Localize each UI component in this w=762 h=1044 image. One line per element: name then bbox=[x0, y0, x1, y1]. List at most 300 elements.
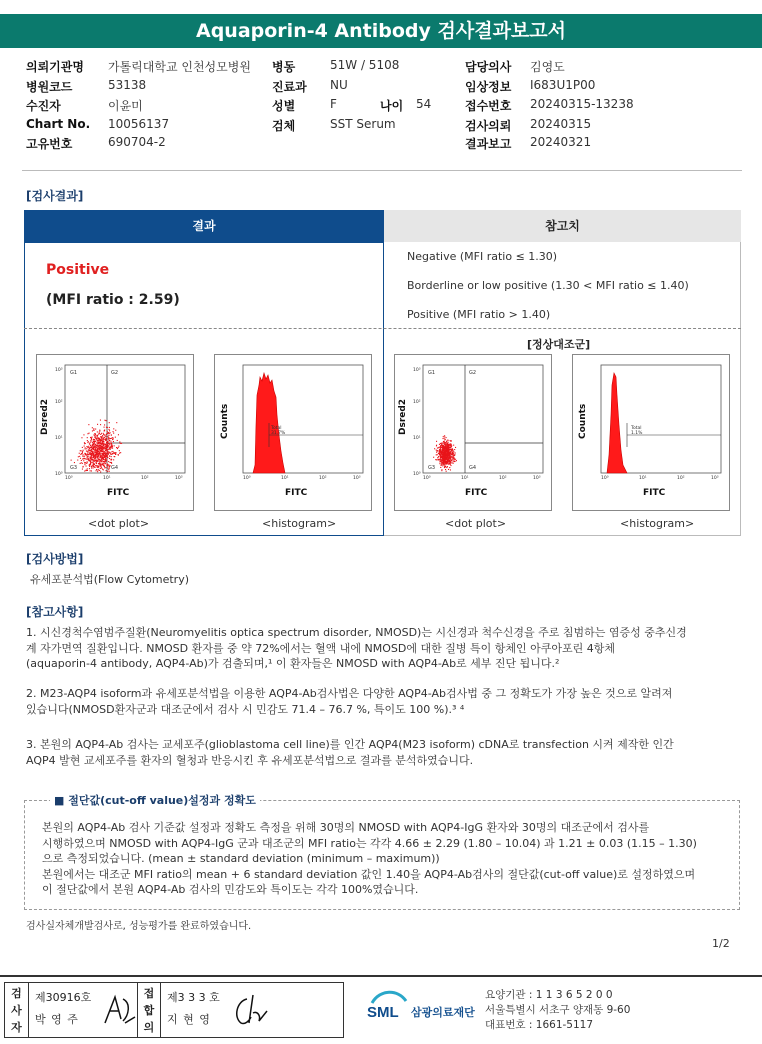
dot-x-label: FITC bbox=[107, 488, 130, 498]
hospital-code-label: 병원코드 bbox=[26, 80, 73, 94]
scatter-point bbox=[100, 446, 101, 447]
scatter-point bbox=[113, 438, 114, 439]
scatter-point bbox=[447, 462, 448, 463]
scatter-point bbox=[444, 443, 445, 444]
scatter-point bbox=[95, 454, 96, 455]
scatter-point bbox=[439, 461, 440, 462]
scatter-point bbox=[454, 461, 455, 462]
control-label: [정상대조군] bbox=[527, 338, 591, 351]
scatter-point bbox=[96, 469, 97, 470]
scatter-point bbox=[113, 433, 114, 434]
scatter-point bbox=[93, 454, 94, 455]
scatter-point bbox=[85, 448, 86, 449]
scatter-point bbox=[97, 471, 98, 472]
scatter-point bbox=[97, 458, 98, 459]
reviewer-vertical-label: 접 합 의 bbox=[137, 983, 161, 1037]
hist-x-label: FITC bbox=[643, 488, 666, 498]
scatter-point bbox=[100, 447, 101, 448]
examiner-signature bbox=[101, 989, 137, 1031]
doctor-value: 김영도 bbox=[530, 60, 565, 74]
scatter-point bbox=[109, 438, 110, 439]
scatter-point bbox=[443, 463, 444, 464]
footnote: 검사실자체개발검사로, 성능평가를 완료하였습니다. bbox=[26, 921, 252, 932]
scatter-point bbox=[106, 460, 107, 461]
control-hist-pct: 1.1% bbox=[631, 431, 643, 436]
scatter-point bbox=[439, 463, 440, 464]
scatter-point bbox=[443, 438, 444, 439]
scatter-point bbox=[444, 452, 445, 453]
cutoff-text: 본원의 AQP4-Ab 검사 기준값 설정과 정확도 측정을 위해 30명의 NMOSD with AQP4-IgG 환자와 30명의 대조군에서 검사를 시행하였으며 NMOSD with AQP4-IgG 군과 대조군의 MFI ratio는 각각 4.66 ± 2.29 (1.80 – 10.04) 과 1.21 ± 0.03 (1.15 – 1.30) 으로 측정되었습니다. (mean ± standard deviation (minimum – maximum)) 본원에서는 대조군 MFI ratio의 mean + 6 standard deviation 값인 1.40을 AQP4-Ab검사의 절단값(cut-off value)로 설정하였으며 이 절단값에서 본원 AQP4-Ab 검사의 민감도와 특이도는 각각 100%였습니다. bbox=[42, 821, 697, 896]
scatter-point bbox=[102, 436, 103, 437]
scatter-point bbox=[108, 432, 109, 433]
scatter-point bbox=[87, 437, 88, 438]
scatter-point bbox=[100, 436, 101, 437]
scatter-point bbox=[84, 446, 85, 447]
scatter-point bbox=[115, 453, 116, 454]
scatter-point bbox=[105, 449, 106, 450]
scatter-point bbox=[118, 446, 119, 447]
scatter-point bbox=[71, 460, 72, 461]
scatter-point bbox=[447, 466, 448, 467]
scatter-point bbox=[97, 437, 98, 438]
reviewer-license: 제3 3 3 호 bbox=[167, 991, 220, 1004]
scatter-point bbox=[446, 437, 447, 438]
scatter-point bbox=[109, 422, 110, 423]
scatter-point bbox=[92, 445, 93, 446]
scatter-point bbox=[93, 449, 94, 450]
scatter-point bbox=[92, 437, 93, 438]
scatter-point bbox=[115, 430, 116, 431]
scatter-point bbox=[87, 457, 88, 458]
scatter-point bbox=[84, 471, 85, 472]
scatter-point bbox=[118, 455, 119, 456]
scatter-point bbox=[110, 449, 111, 450]
scatter-point bbox=[452, 453, 453, 454]
scatter-point bbox=[111, 438, 112, 439]
scatter-point bbox=[110, 453, 111, 454]
scatter-point bbox=[90, 440, 91, 441]
scatter-point bbox=[454, 458, 455, 459]
scatter-point bbox=[90, 445, 91, 446]
scatter-point bbox=[91, 466, 92, 467]
scatter-point bbox=[444, 457, 445, 458]
scatter-point bbox=[110, 448, 111, 449]
y-tick: 10¹ bbox=[413, 436, 421, 441]
scatter-point bbox=[95, 446, 96, 447]
scatter-point bbox=[89, 459, 90, 460]
unique-label: 고유번호 bbox=[26, 137, 73, 151]
scatter-point bbox=[448, 445, 449, 446]
scatter-point bbox=[100, 465, 101, 466]
scatter-point bbox=[443, 452, 444, 453]
scatter-point bbox=[111, 462, 112, 463]
x-tick: 10⁰ bbox=[65, 476, 73, 481]
sex-label: 성별 bbox=[272, 99, 296, 113]
scatter-point bbox=[106, 434, 107, 435]
scatter-point bbox=[443, 445, 444, 446]
scatter-point bbox=[87, 433, 88, 434]
reference-header: 참고치 bbox=[384, 210, 741, 242]
scatter-point bbox=[437, 450, 438, 451]
gate-g3-label: G3 bbox=[70, 465, 78, 471]
scatter-point bbox=[88, 441, 89, 442]
scatter-point bbox=[450, 456, 451, 457]
signature-box bbox=[4, 982, 344, 1038]
scatter-point bbox=[99, 447, 100, 448]
scatter-point bbox=[82, 452, 83, 453]
scatter-point bbox=[95, 449, 96, 450]
scatter-point bbox=[450, 444, 451, 445]
scatter-point bbox=[455, 461, 456, 462]
scatter-point bbox=[87, 462, 88, 463]
scatter-point bbox=[102, 447, 103, 448]
scatter-point bbox=[118, 447, 119, 448]
scatter-point bbox=[444, 454, 445, 455]
company-name: 삼광의료재단 bbox=[411, 1006, 475, 1019]
scatter-point bbox=[450, 447, 451, 448]
scatter-point bbox=[83, 458, 84, 459]
scatter-point bbox=[106, 427, 107, 428]
scatter-point bbox=[99, 454, 100, 455]
scatter-point bbox=[80, 463, 81, 464]
gate-g1-label: G1 bbox=[70, 370, 78, 376]
scatter-point bbox=[102, 451, 103, 452]
scatter-point bbox=[437, 448, 438, 449]
scatter-point bbox=[444, 448, 445, 449]
scatter-point bbox=[89, 466, 90, 467]
scatter-point bbox=[96, 453, 97, 454]
scatter-point bbox=[445, 458, 446, 459]
scatter-point bbox=[93, 453, 94, 454]
scatter-point bbox=[100, 471, 101, 472]
scatter-point bbox=[446, 449, 447, 450]
scatter-point bbox=[455, 447, 456, 448]
scatter-point bbox=[99, 430, 100, 431]
report-title: Aquaporin-4 Antibody 검사결과보고서 bbox=[0, 14, 762, 48]
scatter-point bbox=[107, 464, 108, 465]
scatter-point bbox=[450, 455, 451, 456]
scatter-point bbox=[450, 445, 451, 446]
scatter-point bbox=[90, 442, 91, 443]
scatter-point bbox=[448, 458, 449, 459]
company-phone: 대표번호 : 1661-5117 bbox=[485, 1019, 594, 1031]
scatter-point bbox=[104, 467, 105, 468]
scatter-point bbox=[117, 448, 118, 449]
scatter-point bbox=[77, 460, 78, 461]
scatter-point bbox=[105, 467, 106, 468]
patient-hist-caption: <histogram> bbox=[262, 517, 337, 530]
scatter-point bbox=[443, 457, 444, 458]
scatter-point bbox=[118, 434, 119, 435]
chart-value: 10056137 bbox=[108, 117, 170, 131]
scatter-point bbox=[107, 431, 108, 432]
control-histogram bbox=[572, 354, 730, 511]
scatter-point bbox=[103, 463, 104, 464]
scatter-point bbox=[108, 436, 109, 437]
scatter-point bbox=[447, 463, 448, 464]
hist-y-label: Counts bbox=[220, 403, 230, 439]
scatter-point bbox=[82, 456, 83, 457]
scatter-point bbox=[107, 451, 108, 452]
scatter-point bbox=[116, 422, 117, 423]
scatter-point bbox=[92, 462, 93, 463]
scatter-point bbox=[74, 462, 75, 463]
scatter-point bbox=[108, 469, 109, 470]
x-tick: 10³ bbox=[711, 476, 719, 481]
scatter-point bbox=[89, 468, 90, 469]
scatter-point bbox=[92, 459, 93, 460]
cutoff-title: ■ 절단값(cut-off value)설정과 정확도 bbox=[50, 792, 260, 808]
scatter-point bbox=[105, 450, 106, 451]
request-value: 20240315 bbox=[530, 117, 592, 131]
scatter-point bbox=[107, 449, 108, 450]
scatter-point bbox=[443, 446, 444, 447]
scatter-point bbox=[453, 461, 454, 462]
scatter-point bbox=[98, 454, 99, 455]
scatter-point bbox=[82, 469, 83, 470]
hist-x-label: FITC bbox=[285, 488, 308, 498]
scatter-point bbox=[444, 463, 445, 464]
scatter-point bbox=[454, 449, 455, 450]
ref-borderline: Borderline or low positive (1.30 < MFI ratio ≤ 1.40) bbox=[407, 279, 689, 292]
scatter-point bbox=[115, 437, 116, 438]
scatter-point bbox=[448, 464, 449, 465]
scatter-point bbox=[105, 463, 106, 464]
scatter-point bbox=[445, 439, 446, 440]
scatter-point bbox=[100, 434, 101, 435]
scatter-point bbox=[450, 451, 451, 452]
scatter-point bbox=[447, 456, 448, 457]
scatter-point bbox=[442, 443, 443, 444]
scatter-point bbox=[108, 449, 109, 450]
scatter-point bbox=[81, 462, 82, 463]
scatter-point bbox=[101, 444, 102, 445]
scatter-point bbox=[80, 458, 81, 459]
scatter-point bbox=[84, 464, 85, 465]
scatter-point bbox=[101, 458, 102, 459]
scatter-point bbox=[102, 441, 103, 442]
scatter-point bbox=[451, 446, 452, 447]
scatter-point bbox=[446, 467, 447, 468]
scatter-point bbox=[93, 463, 94, 464]
x-tick: 10⁰ bbox=[243, 476, 251, 481]
scatter-point bbox=[97, 456, 98, 457]
scatter-point bbox=[441, 443, 442, 444]
scatter-point bbox=[109, 433, 110, 434]
scatter-point bbox=[87, 458, 88, 459]
dot-y-label: Dsred2 bbox=[398, 398, 408, 435]
scatter-point bbox=[94, 437, 95, 438]
scatter-point bbox=[103, 461, 104, 462]
scatter-point bbox=[95, 445, 96, 446]
scatter-point bbox=[103, 464, 104, 465]
notes-title: [참고사항] bbox=[26, 605, 84, 619]
scatter-point bbox=[446, 452, 447, 453]
scatter-point bbox=[88, 446, 89, 447]
scatter-point bbox=[112, 437, 113, 438]
scatter-point bbox=[89, 453, 90, 454]
scatter-point bbox=[104, 437, 105, 438]
scatter-point bbox=[97, 467, 98, 468]
scatter-point bbox=[97, 448, 98, 449]
dept-label: 진료과 bbox=[272, 80, 307, 94]
scatter-point bbox=[93, 457, 94, 458]
scatter-point bbox=[436, 445, 437, 446]
scatter-point bbox=[109, 440, 110, 441]
scatter-point bbox=[435, 459, 436, 460]
scatter-point bbox=[85, 470, 86, 471]
scatter-point bbox=[86, 448, 87, 449]
scatter-point bbox=[440, 451, 441, 452]
scatter-point bbox=[442, 449, 443, 450]
scatter-point bbox=[121, 443, 122, 444]
scatter-point bbox=[99, 457, 100, 458]
scatter-point bbox=[79, 456, 80, 457]
scatter-point bbox=[448, 452, 449, 453]
y-tick: 10¹ bbox=[55, 436, 63, 441]
scatter-point bbox=[87, 470, 88, 471]
scatter-point bbox=[84, 462, 85, 463]
scatter-point bbox=[109, 427, 110, 428]
scatter-point bbox=[447, 443, 448, 444]
scatter-point bbox=[449, 467, 450, 468]
scatter-point bbox=[97, 470, 98, 471]
scatter-point bbox=[452, 459, 453, 460]
scatter-point bbox=[113, 453, 114, 454]
examiner-license: 제30916호 bbox=[35, 991, 92, 1004]
scatter-point bbox=[105, 439, 106, 440]
scatter-point bbox=[83, 460, 84, 461]
scatter-point bbox=[90, 456, 91, 457]
scatter-point bbox=[81, 450, 82, 451]
scatter-point bbox=[103, 457, 104, 458]
control-hist-caption: <histogram> bbox=[620, 517, 695, 530]
scatter-point bbox=[451, 462, 452, 463]
scatter-point bbox=[85, 453, 86, 454]
gate-g4-label: G4 bbox=[111, 465, 119, 471]
scatter-point bbox=[82, 451, 83, 452]
scatter-point bbox=[455, 452, 456, 453]
scatter-point bbox=[81, 460, 82, 461]
scatter-point bbox=[105, 436, 106, 437]
scatter-point bbox=[444, 446, 445, 447]
scatter-point bbox=[93, 446, 94, 447]
scatter-point bbox=[446, 471, 447, 472]
patient-dot-plot bbox=[36, 354, 194, 511]
scatter-point bbox=[439, 454, 440, 455]
scatter-point bbox=[111, 443, 112, 444]
scatter-point bbox=[105, 452, 106, 453]
scatter-point bbox=[90, 470, 91, 471]
scatter-point bbox=[441, 442, 442, 443]
clinical-label: 임상정보 bbox=[465, 80, 512, 94]
institution-code: 요양기관 : 1 1 3 6 5 2 0 0 bbox=[485, 989, 613, 1001]
scatter-point bbox=[103, 455, 104, 456]
scatter-point bbox=[440, 457, 441, 458]
scatter-point bbox=[85, 458, 86, 459]
scatter-point bbox=[93, 428, 94, 429]
scatter-point bbox=[445, 466, 446, 467]
y-tick: 10⁰ bbox=[55, 472, 63, 477]
scatter-point bbox=[110, 462, 111, 463]
examiner-vertical-label: 검 사 자 bbox=[5, 983, 29, 1037]
scatter-point bbox=[106, 470, 107, 471]
method-text: 유세포분석법(Flow Cytometry) bbox=[30, 573, 190, 586]
hist-total-label: Total bbox=[631, 426, 642, 431]
x-tick: 10³ bbox=[533, 476, 541, 481]
scatter-point bbox=[100, 420, 101, 421]
scatter-point bbox=[109, 458, 110, 459]
scatter-point bbox=[82, 447, 83, 448]
scatter-point bbox=[443, 460, 444, 461]
scatter-point bbox=[93, 467, 94, 468]
scatter-point bbox=[102, 469, 103, 470]
scatter-point bbox=[437, 459, 438, 460]
scatter-point bbox=[92, 465, 93, 466]
scatter-point bbox=[97, 451, 98, 452]
divider bbox=[22, 170, 742, 171]
scatter-point bbox=[443, 449, 444, 450]
scatter-point bbox=[103, 458, 104, 459]
patient-histogram bbox=[214, 354, 372, 511]
scatter-point bbox=[437, 454, 438, 455]
method-title: [검사방법] bbox=[26, 552, 84, 566]
scatter-point bbox=[99, 442, 100, 443]
scatter-point bbox=[86, 454, 87, 455]
doctor-label: 담당의사 bbox=[465, 60, 512, 74]
scatter-point bbox=[434, 448, 435, 449]
scatter-point bbox=[92, 430, 93, 431]
scatter-point bbox=[448, 469, 449, 470]
scatter-point bbox=[454, 454, 455, 455]
scatter-point bbox=[108, 465, 109, 466]
y-tick: 10² bbox=[55, 400, 63, 405]
scatter-point bbox=[103, 434, 104, 435]
scatter-point bbox=[108, 453, 109, 454]
x-tick: 10² bbox=[677, 476, 685, 481]
scatter-point bbox=[108, 461, 109, 462]
company-address: 서울특별시 서초구 양재동 9-60 bbox=[485, 1004, 631, 1016]
scatter-point bbox=[441, 457, 442, 458]
hist-y-label: Counts bbox=[578, 403, 588, 439]
x-tick: 10² bbox=[319, 476, 327, 481]
scatter-point bbox=[455, 459, 456, 460]
x-tick: 10¹ bbox=[461, 476, 469, 481]
scatter-point bbox=[436, 452, 437, 453]
x-tick: 10¹ bbox=[281, 476, 289, 481]
scatter-point bbox=[90, 447, 91, 448]
scatter-point bbox=[96, 462, 97, 463]
scatter-point bbox=[89, 447, 90, 448]
scatter-point bbox=[94, 439, 95, 440]
scatter-point bbox=[113, 459, 114, 460]
gate-g2-label: G2 bbox=[111, 370, 119, 376]
scatter-point bbox=[86, 466, 87, 467]
scatter-point bbox=[91, 470, 92, 471]
scatter-point bbox=[446, 454, 447, 455]
ref-positive: Positive (MFI ratio > 1.40) bbox=[407, 308, 551, 321]
scatter-point bbox=[109, 456, 110, 457]
scatter-point bbox=[120, 443, 121, 444]
scatter-point bbox=[100, 443, 101, 444]
scatter-point bbox=[104, 462, 105, 463]
scatter-point bbox=[440, 456, 441, 457]
x-tick: 10¹ bbox=[103, 476, 111, 481]
scatter-point bbox=[87, 440, 88, 441]
scatter-point bbox=[113, 431, 114, 432]
scatter-point bbox=[104, 466, 105, 467]
scatter-point bbox=[445, 469, 446, 470]
